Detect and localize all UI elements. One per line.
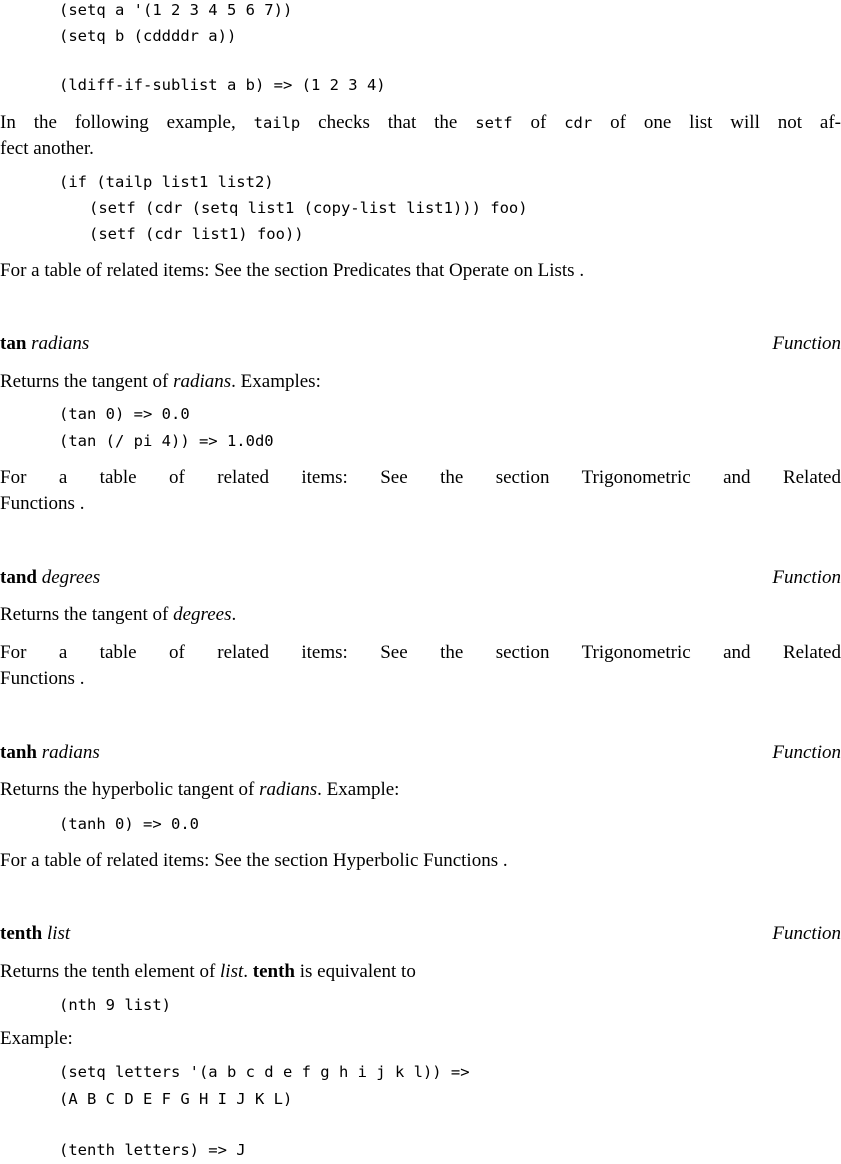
function-arg: radians: [31, 333, 90, 354]
inline-code: setf: [475, 114, 513, 132]
function-arg: list: [46, 923, 71, 944]
related-items-link[interactable]: For a table of related items: See the section Hyperbolic Functions .: [0, 850, 508, 871]
entry-description: Returns the tangent of radians. Examples:: [0, 371, 321, 392]
code-line: (setq a '(1 2 3 4 5 6 7)): [59, 1, 293, 19]
code-line: (tanh 0) => 0.0: [59, 815, 199, 833]
code-line: (setf (cdr list1) foo)): [89, 225, 304, 243]
code-line: (tan (/ pi 4)) => 1.0d0: [59, 432, 274, 450]
entry-heading-tan: [0, 331, 841, 357]
tailp-paragraph: In the following example, tailp checks that the setf of cdr of one list will not af-: [0, 112, 841, 133]
code-line: (tan 0) => 0.0: [59, 405, 190, 423]
entry-heading-tand: [0, 565, 841, 591]
code-line: (ldiff-if-sublist a b) => (1 2 3 4): [59, 76, 386, 94]
related-items-link-continued[interactable]: Functions .: [0, 668, 85, 689]
related-items-link-continued[interactable]: Functions .: [0, 493, 85, 514]
code-line: (setq letters '(a b c d e f g h i j k l)) =>: [59, 1063, 470, 1081]
function-arg: degrees: [41, 567, 101, 588]
example-label: Example:: [0, 1028, 73, 1049]
related-items-link[interactable]: For a table of related items: See the section Trigonometric and Related: [0, 467, 841, 488]
inline-code: cdr: [564, 114, 593, 132]
entry-type: Function: [772, 923, 841, 944]
entry-type: Function: [772, 567, 841, 588]
related-items-link[interactable]: For a table of related items: See the section Predicates that Operate on Lists .: [0, 260, 585, 281]
code-line: (setq b (cddddr a)): [59, 27, 237, 45]
function-name: tand: [0, 567, 37, 588]
entry-type: Function: [772, 333, 841, 354]
entry-heading-tenth: [0, 921, 841, 947]
related-items-link[interactable]: For a table of related items: See the section Trigonometric and Related: [0, 642, 841, 663]
function-name: tanh: [0, 742, 37, 763]
code-line: (if (tailp list1 list2): [59, 173, 274, 191]
entry-description: Returns the hyperbolic tangent of radians. Example:: [0, 779, 400, 800]
code-line: (A B C D E F G H I J K L): [59, 1090, 293, 1108]
entry-description: Returns the tangent of degrees.: [0, 604, 237, 625]
entry-description: Returns the tenth element of list. tenth is equivalent to: [0, 961, 416, 982]
code-line: (nth 9 list): [59, 996, 171, 1014]
inline-code: tailp: [253, 114, 301, 132]
code-line: (setf (cdr (setq list1 (copy-list list1))) foo): [89, 199, 528, 217]
function-name: tan: [0, 333, 27, 354]
function-name: tenth: [0, 923, 43, 944]
entry-type: Function: [772, 742, 841, 763]
entry-heading-tanh: [0, 740, 841, 766]
code-line: (tenth letters) => J: [59, 1141, 246, 1159]
function-arg: radians: [41, 742, 100, 763]
tailp-paragraph-continued: fect another.: [0, 138, 94, 159]
